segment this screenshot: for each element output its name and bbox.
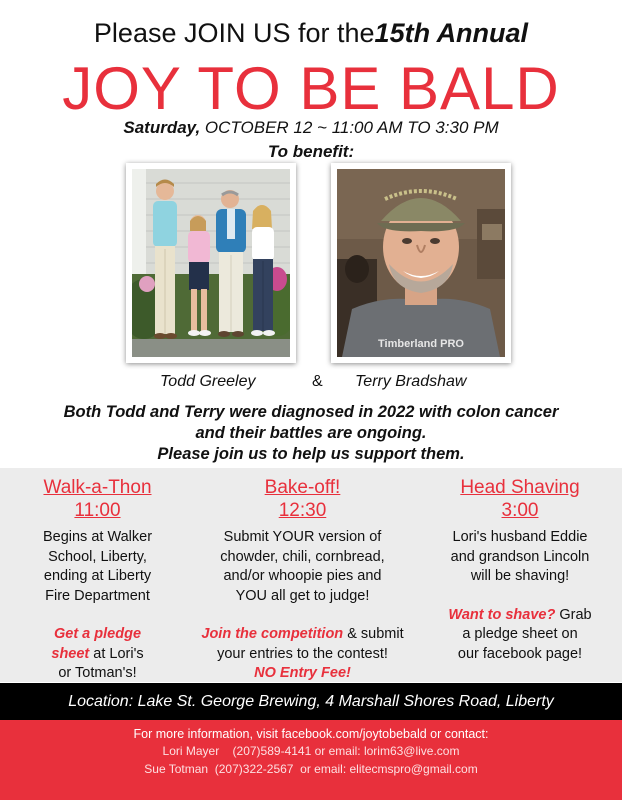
story-line-1: Both Todd and Terry were diagnosed in 2022 with colon cancer <box>63 403 559 421</box>
cta-text: a pledge sheet on <box>462 626 578 642</box>
event-cta-walkathon <box>10 625 185 684</box>
cta-text: & submit <box>343 626 404 642</box>
body-line: and grandson Lincoln <box>450 548 590 565</box>
family-photo-image <box>132 169 290 357</box>
terry-photo <box>331 163 511 363</box>
terry-photo-image <box>337 169 505 357</box>
cta-text: or Totman's! <box>58 665 137 681</box>
event-cta-bakeoff <box>170 625 435 684</box>
cta-highlight: Want to shave? <box>448 606 556 623</box>
name-todd: Todd Greeley <box>160 373 256 390</box>
body-line: Begins at Walker <box>42 529 153 545</box>
header-intro <box>0 18 622 49</box>
event-time-headshaving: 3:00 <box>501 500 539 521</box>
footer-contact <box>0 720 622 800</box>
event-time-bakeoff: 12:30 <box>278 500 327 521</box>
body-line: YOU all get to judge! <box>235 587 370 604</box>
body-line: ending at Liberty <box>43 568 152 584</box>
edition-text: 15th Annual <box>374 18 529 48</box>
event-title-walkathon: Walk-a-Thon <box>43 477 152 498</box>
body-line: will be shaving! <box>470 568 570 584</box>
benefit-label: To benefit: <box>267 142 355 161</box>
story-line-2: and their battles are ongoing. <box>195 424 427 442</box>
shirt-logo-text: Timberland PRO <box>378 338 464 350</box>
intro-text: Please JOIN US for the <box>93 18 375 48</box>
body-line: Submit YOUR version of <box>223 529 382 545</box>
cta-text: at Lori's <box>89 645 144 662</box>
family-photo <box>126 163 296 363</box>
cta-text: our facebook page! <box>457 645 583 662</box>
event-body-walkathon <box>10 528 185 606</box>
event-bakeoff <box>170 468 435 684</box>
story-block <box>0 402 622 465</box>
event-cta-headshaving <box>420 606 620 665</box>
cta-highlight: NO Entry Fee! <box>254 665 351 681</box>
location-bar: Location: Lake St. George Brewing, 4 Marshall Shores Road, Liberty <box>0 683 622 720</box>
date-line <box>0 118 622 138</box>
event-headshaving <box>420 468 620 664</box>
footer-contact-lori: Lori Mayer (207)589-4141 or email: lorim63@live.com <box>162 744 460 758</box>
event-title: JOY TO BE BALD <box>62 55 560 122</box>
cta-text: Grab <box>555 606 592 623</box>
cta-text: your entries to the contest! <box>217 645 388 662</box>
story-line-3: Please join us to help us support them. <box>157 445 465 463</box>
event-body-headshaving <box>420 528 620 587</box>
events-panel <box>0 468 622 682</box>
event-datetime: OCTOBER 12 ~ 11:00 AM TO 3:30 PM <box>200 118 499 137</box>
cta-highlight: sheet <box>51 645 90 662</box>
event-time-walkathon: 11:00 <box>74 500 121 521</box>
event-body-bakeoff <box>170 528 435 606</box>
event-title-bakeoff: Bake-off! <box>264 477 341 498</box>
body-line: Fire Department <box>45 587 150 604</box>
footer-info: For more information, visit facebook.com/joytobebald or contact: <box>133 727 489 741</box>
body-line: and/or whoopie pies and <box>223 568 382 584</box>
cta-highlight: Get a pledge <box>53 626 142 642</box>
body-line: chowder, chili, cornbread, <box>220 548 385 565</box>
event-title-headshaving: Head Shaving <box>460 477 580 498</box>
footer-contact-sue: Sue Totman (207)322-2567 or email: elitecmspro@gmail.com <box>144 762 478 776</box>
name-terry: Terry Bradshaw <box>355 373 467 390</box>
name-ampersand: & <box>312 373 323 390</box>
body-line: School, Liberty, <box>48 548 147 565</box>
event-walkathon <box>10 468 185 684</box>
body-line: Lori's husband Eddie <box>452 529 588 545</box>
cta-highlight: Join the competition <box>201 626 344 642</box>
event-day: Saturday, <box>123 118 201 137</box>
